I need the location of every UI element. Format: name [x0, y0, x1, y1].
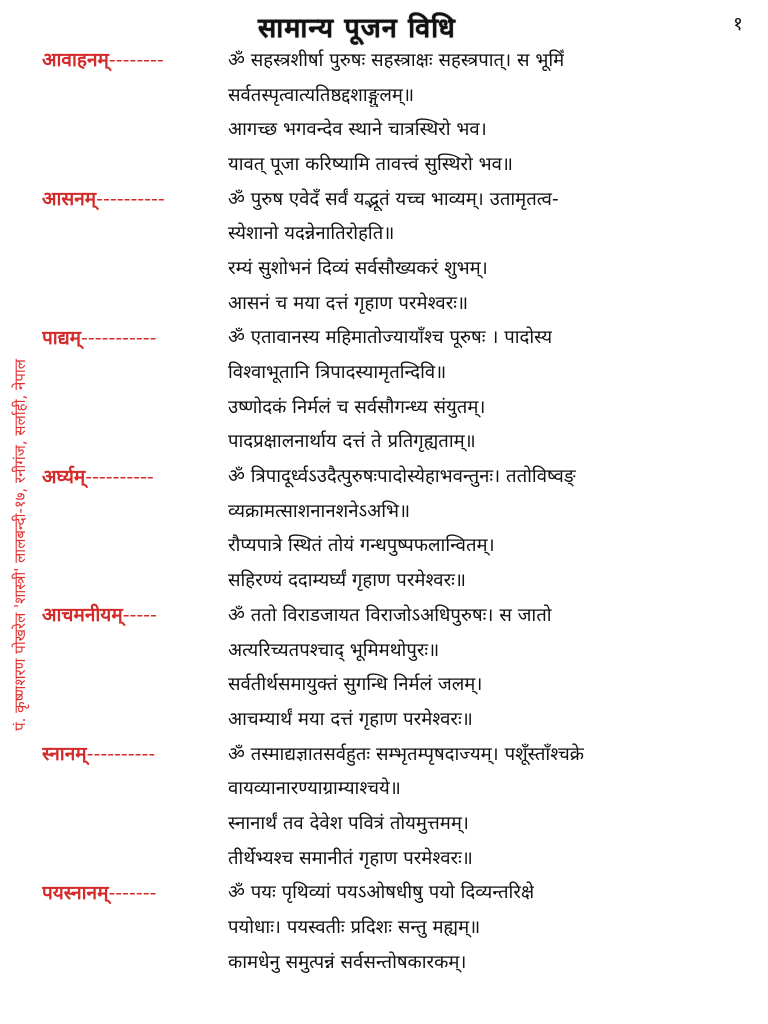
verse-text: ॐ पयः पृथिव्यां पयऽओषधीषु पयो दिव्यन्तरिक्षे: [228, 882, 535, 904]
section-label: स्नानम्----------: [42, 743, 156, 766]
section-label: आचमनीयम्-----: [42, 604, 157, 627]
verse-text: उष्णोदकं निर्मलं च सर्वसौगन्ध्य संयुतम्।: [228, 396, 486, 418]
verse-line: [42, 770, 762, 805]
verse-text: आगच्छ भगवन्देव स्थाने चात्रस्थिरो भव।: [228, 119, 487, 141]
verse-text: पादप्रक्षालनार्थाय दत्तं ते प्रतिगृह्यताम्॥: [228, 431, 476, 453]
verse-text: ॐ तस्माद्यज्ञातसर्वहुतः सम्भृतम्पृषदाज्यम्। पशूँस्ताँश्चक्रे: [228, 743, 585, 765]
verse-text: व्यक्रामत्साशनानशनेऽअभि॥: [228, 500, 411, 522]
author-credit: पं. कृष्णशरण पोखरेल 'शास्त्री' लालबन्दी-१७, रनीगंज, सर्लाही, नेपाल: [11, 359, 29, 731]
verse-line: [42, 458, 762, 493]
verse-text: स्येशानो यदन्नेनातिरोहति॥: [228, 223, 395, 245]
document-body: [42, 42, 762, 979]
verse-line: [42, 805, 762, 840]
verse-text: स्नानार्थं तव देवेश पवित्रं तोयमुत्तमम्।: [228, 812, 469, 834]
verse-text: पयोधाः। पयस्वतीः प्रदिशः सन्तु मह्यम्॥: [228, 917, 481, 939]
section-payasnaanam: [42, 875, 762, 979]
verse-line: [42, 285, 762, 320]
section-label: आसनम्----------: [42, 188, 165, 211]
verse-line: [42, 909, 762, 944]
verse-line: [42, 146, 762, 181]
verse-line: [42, 181, 762, 216]
section-arghyam: [42, 458, 762, 597]
verse-text: तीर्थेभ्यश्च समानीतं गृहाण परमेश्वरः॥: [228, 847, 473, 869]
verse-text: यावत् पूजा करिष्यामि तावत्त्वं सुस्थिरो भव॥: [228, 153, 514, 175]
verse-text: ॐ एतावानस्य महिमातोज्यायाँश्च पूरुषः । पादोस्य: [228, 327, 553, 349]
verse-line: [42, 528, 762, 563]
verse-line: [42, 320, 762, 355]
verse-text: सहिरण्यं ददाम्यर्घ्यं गृहाण परमेश्वरः॥: [228, 570, 466, 592]
verse-line: [42, 701, 762, 736]
section-aasanam: [42, 181, 762, 320]
verse-text: आसनं च मया दत्तं गृहाण परमेश्वरः॥: [228, 292, 469, 314]
verse-text: कामधेनु समुत्पन्नं सर्वसन्तोषकारकम्।: [228, 951, 467, 973]
verse-line: [42, 875, 762, 910]
section-aavahanam: [42, 42, 762, 181]
verse-text: विश्वाभूतानि त्रिपादस्यामृतन्दिवि॥: [228, 362, 447, 384]
verse-text: वायव्यानारण्याग्राम्याश्चये॥: [228, 778, 401, 800]
section-aachamaniiyam: [42, 597, 762, 736]
verse-line: [42, 424, 762, 459]
verse-text: ॐ पुरुष एवेदँ सर्वं यद्भूतं यच्च भाव्यम्। उतामृतत्व-: [228, 188, 559, 210]
verse-line: [42, 944, 762, 979]
verse-text: सर्वतीर्थसमायुक्तं सुगन्धि निर्मलं जलम्।: [228, 674, 483, 696]
verse-line: [42, 389, 762, 424]
section-label: आवाहनम्--------: [42, 49, 164, 72]
verse-line: [42, 111, 762, 146]
sidebar: [0, 0, 40, 1024]
verse-text: ॐ त्रिपादूर्ध्वऽउदैत्पुरुषःपादोस्येहाभवन्तुनः। ततोविष्वङ्: [228, 466, 576, 488]
verse-text: अत्यरिच्यतपश्चाद् भूमिमथोपुरः॥: [228, 639, 440, 661]
verse-line: [42, 354, 762, 389]
verse-text: ॐ सहस्त्रशीर्षा पुरुषः सहस्त्राक्षः सहस्त्रपात्। स भूमिँ: [228, 49, 565, 71]
page-number: १: [733, 13, 743, 35]
verse-line: [42, 493, 762, 528]
verse-line: [42, 666, 762, 701]
verse-line: [42, 42, 762, 77]
section-label: पाद्यम्-----------: [42, 326, 157, 349]
verse-line: [42, 562, 762, 597]
section-snaanam: [42, 736, 762, 875]
verse-line: [42, 632, 762, 667]
verse-text: सर्वतस्पृत्वात्यतिष्ठद्दशाङ्गुलम्॥: [228, 84, 415, 106]
verse-line: [42, 597, 762, 632]
section-label: अर्घ्यम्----------: [42, 465, 154, 488]
verse-line: [42, 215, 762, 250]
verse-line: [42, 736, 762, 771]
section-paadyam: [42, 320, 762, 459]
verse-text: रम्यं सुशोभनं दिव्यं सर्वसौख्यकरं शुभम्।: [228, 257, 488, 279]
verse-line: [42, 840, 762, 875]
verse-text: आचम्यार्थं मया दत्तं गृहाण परमेश्वरः॥: [228, 708, 473, 730]
section-label: पयस्नानम्-------: [42, 881, 157, 904]
page-title: सामान्य पूजन विधि: [258, 13, 456, 44]
verse-text: रौप्यपात्रे स्थितं तोयं गन्धपुष्पफलान्वितम्।: [228, 535, 495, 557]
verse-text: ॐ ततो विराडजायत विराजोऽअधिपुरुषः। स जातो: [228, 604, 552, 626]
verse-line: [42, 77, 762, 112]
verse-line: [42, 250, 762, 285]
